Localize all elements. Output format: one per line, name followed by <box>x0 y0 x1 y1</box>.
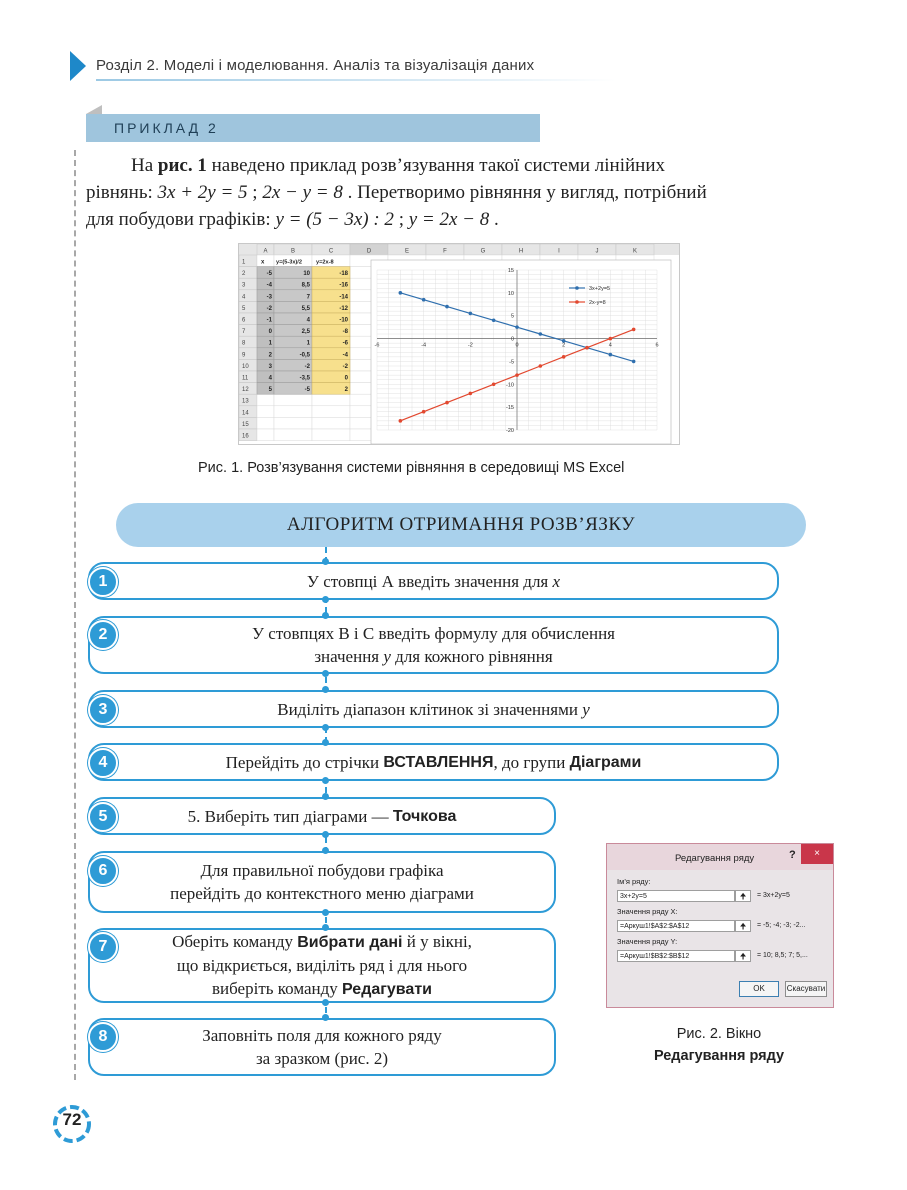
sheet-cell <box>274 406 312 418</box>
sheet-cell <box>274 417 312 429</box>
step-1: У стовпці А введіть значення для x <box>88 562 779 600</box>
step-number-6: 6 <box>88 856 118 886</box>
step-6: Для правильної побудови графіка перейдіть до контекстного меню діаграми <box>88 851 556 913</box>
b-value: 7 <box>306 294 310 301</box>
connector-dot <box>322 670 329 677</box>
example-paragraph <box>86 152 806 233</box>
column-header-label: K <box>632 248 638 255</box>
connector-dot <box>322 612 329 619</box>
column-header-label: B <box>290 248 296 255</box>
legend-label-1: 3x+2y=5 <box>589 286 611 292</box>
b-value: 2,5 <box>301 329 310 336</box>
equation-2: 2x − y = 8 <box>262 182 343 203</box>
column-header-label: H <box>518 248 524 255</box>
series-point-1 <box>562 339 566 343</box>
legend-marker-2 <box>575 300 579 304</box>
x-values-input[interactable]: =Аркуш1!$A$2:$A$12 <box>617 920 735 932</box>
connector-dot <box>322 1014 329 1021</box>
connector-dot <box>322 686 329 693</box>
series-point-1 <box>469 312 473 316</box>
series-point-1 <box>422 298 426 302</box>
chart-y-tick-label: -20 <box>506 428 514 434</box>
connector-dot <box>322 739 329 746</box>
chart-y-tick-label: 15 <box>507 268 514 274</box>
c-value: -14 <box>339 294 348 301</box>
figure-2-caption-line-2: Редагування ряду <box>653 1048 785 1064</box>
b-value: 5,5 <box>301 305 310 312</box>
chart-y-tick-label: -10 <box>506 382 514 389</box>
connector-dot <box>322 793 329 800</box>
cell-header-b: y=(5-3x)/2 <box>276 259 302 266</box>
connector-dot <box>322 924 329 931</box>
column-header-label: E <box>404 248 410 255</box>
row-number: 8 <box>242 340 246 347</box>
column-header-label: C <box>328 248 334 255</box>
series-point-1 <box>539 332 543 336</box>
chart-x-tick-label: 0 <box>515 342 519 349</box>
x-value: 0 <box>268 329 272 336</box>
collapse-range-icon[interactable]: 🠉 <box>735 890 751 902</box>
example-corner <box>86 105 102 114</box>
chart-y-tick-label: -5 <box>509 359 514 366</box>
x-value: -3 <box>266 294 272 301</box>
step-number-5: 5 <box>88 802 118 832</box>
b-value: 8,5 <box>301 282 310 289</box>
series-point-2 <box>562 355 566 359</box>
connector-dot <box>322 558 329 565</box>
sheet-cell <box>274 429 312 441</box>
c-value: -4 <box>342 352 348 359</box>
c-value: -10 <box>339 317 348 324</box>
sheet-cell <box>312 429 350 441</box>
example-label: ПРИКЛАД 2 <box>114 120 219 136</box>
connector-dot <box>322 909 329 916</box>
row-number: 11 <box>242 375 249 382</box>
series-point-1 <box>609 353 613 357</box>
row-number: 4 <box>242 294 246 301</box>
chart-y-tick-label: 10 <box>507 290 514 297</box>
x-values-label: Значення ряду X: <box>617 907 678 916</box>
series-point-2 <box>539 364 543 368</box>
x-value: -4 <box>266 282 272 289</box>
sheet-cell <box>312 406 350 418</box>
step-8: Заповніть поля для кожного ряду за зразком (рис. 2) <box>88 1018 556 1076</box>
series-point-1 <box>632 360 636 364</box>
c-value: 2 <box>344 387 348 394</box>
series-point-2 <box>492 382 496 386</box>
connector-dot <box>322 999 329 1006</box>
b-value: 10 <box>303 271 310 278</box>
section-title: Розділ 2. Моделі і моделювання. Аналіз та візуалізація даних <box>96 57 535 74</box>
step-4: Перейдіть до стрічки ВСТАВЛЕННЯ , до групи Діаграми <box>88 743 779 781</box>
dialog-title: Редагування ряду <box>675 853 755 864</box>
sheet-cell <box>257 255 274 267</box>
x-value: -1 <box>266 317 272 324</box>
column-header-label: D <box>366 248 372 255</box>
series-point-1 <box>515 325 519 329</box>
y-values-preview: = 10; 8,5; 7; 5,... <box>757 952 808 959</box>
step-2: У стовпцях В і С введіть формулу для обчислення значення y для кожного рівняння <box>88 616 779 674</box>
edit-series-dialog <box>606 843 834 1008</box>
step-3: Виділіть діапазон клітинок зі значеннями y <box>88 690 779 728</box>
equation-4: y = 2x − 8 <box>408 209 490 230</box>
series-name-label: Ім’я ряду: <box>617 877 651 886</box>
x-value: 1 <box>268 340 272 347</box>
series-point-2 <box>445 401 449 405</box>
row-number: 9 <box>242 352 246 359</box>
chart-x-tick-label: 4 <box>608 342 612 349</box>
margin-dashed-line <box>74 150 76 1080</box>
connector-dot <box>322 831 329 838</box>
chart-x-tick-label: -6 <box>374 342 380 349</box>
excel-figure <box>238 243 680 445</box>
c-value: -6 <box>342 340 348 347</box>
step-number-7: 7 <box>88 932 118 962</box>
cell-header-x: x <box>261 259 265 266</box>
page-number: 72 <box>62 1110 82 1129</box>
x-values-preview: = -5; -4; -3; -2... <box>757 922 806 929</box>
help-icon[interactable]: ? <box>789 849 796 861</box>
step-number-4: 4 <box>88 748 118 778</box>
c-value: -8 <box>342 329 348 336</box>
column-header-label: I <box>558 248 560 255</box>
legend-label-2: 2x-y=8 <box>589 300 606 306</box>
chart-y-tick-label: 0 <box>510 336 514 343</box>
column-header-label: F <box>443 248 447 255</box>
connector-dot <box>322 777 329 784</box>
column-header-label: G <box>480 248 486 255</box>
c-value: -12 <box>339 305 348 312</box>
step-7: Оберіть команду Вибрати дані й у вікні, що відкриється, виділіть ряд і для нього виберіть команду Редагувати <box>88 928 556 1003</box>
algorithm-title: АЛГОРИТМ ОТРИМАННЯ РОЗВ’ЯЗКУ <box>116 503 806 547</box>
column-header-label: J <box>595 248 599 255</box>
sheet-cell <box>312 394 350 406</box>
figure-1-caption: Рис. 1. Розв’язування системи рівняння в середовищі MS Excel <box>198 460 625 476</box>
row-number: 12 <box>242 387 249 394</box>
series-point-2 <box>399 419 403 423</box>
b-value: -2 <box>304 363 310 370</box>
connector-dot <box>322 724 329 731</box>
chart-x-tick-label: -4 <box>421 342 427 349</box>
x-value: 4 <box>268 375 272 382</box>
header-rule <box>96 79 616 81</box>
series-point-2 <box>422 410 426 414</box>
chart-x-tick-label: -2 <box>467 342 473 349</box>
series-point-1 <box>445 305 449 309</box>
row-number: 10 <box>242 363 249 370</box>
series-point-1 <box>399 291 403 295</box>
para-line-2: рівнянь: 3x + 2y = 5 ; 2x − y = 8 . Перетворимо рівняння у вигляд, потрібний <box>86 182 707 203</box>
ok-button[interactable]: OK <box>739 981 779 997</box>
chart-x-tick-label: 6 <box>655 342 659 349</box>
series-point-2 <box>515 373 519 377</box>
sheet-cell <box>312 417 350 429</box>
row-number: 5 <box>242 305 246 312</box>
chart-y-tick-label: 5 <box>510 313 514 320</box>
column-header-label: A <box>263 248 268 255</box>
x-value: 5 <box>268 387 272 394</box>
chart-y-tick-label: -15 <box>506 405 514 412</box>
para-line-1: На рис. 1 наведено приклад розв’язування такої системи лінійних <box>131 155 665 176</box>
x-value: 3 <box>268 363 272 370</box>
series-point-2 <box>609 337 613 341</box>
row-number: 6 <box>242 317 246 324</box>
row-number: 16 <box>242 433 249 440</box>
row-number: 1 <box>242 259 246 266</box>
header-marker-icon <box>70 51 86 81</box>
step-number-1: 1 <box>88 567 118 597</box>
sheet-cell <box>257 417 274 429</box>
series-point-1 <box>492 318 496 322</box>
sheet-cell <box>257 406 274 418</box>
connector-dot <box>322 596 329 603</box>
c-value: -18 <box>339 271 348 278</box>
row-number: 3 <box>242 282 246 289</box>
equation-1: 3x + 2y = 5 <box>157 182 248 203</box>
series-name-preview: = 3x+2y=5 <box>757 892 790 899</box>
cell-header-c: y=2x-8 <box>316 259 334 266</box>
collapse-range-icon[interactable]: 🠉 <box>735 920 751 932</box>
b-value: 1 <box>306 340 310 347</box>
b-value: -3,5 <box>299 375 310 382</box>
row-number: 7 <box>242 329 246 336</box>
row-number: 14 <box>242 410 249 417</box>
cancel-button[interactable]: Скасувати <box>785 981 827 997</box>
b-value: 4 <box>306 317 310 324</box>
series-name-input[interactable]: 3x+2y=5 <box>617 890 735 902</box>
x-value: -5 <box>266 271 272 278</box>
para-line-3: для побудови графіків: y = (5 − 3x) : 2 ; y = 2x − 8 . <box>86 209 499 230</box>
row-number: 15 <box>242 421 249 428</box>
step-number-8: 8 <box>88 1022 118 1052</box>
series-point-2 <box>632 328 636 332</box>
sheet-cell <box>257 429 274 441</box>
step-number-3: 3 <box>88 695 118 725</box>
x-value: -2 <box>266 305 272 312</box>
c-value: -16 <box>339 282 348 289</box>
figure-2-caption-line-1: Рис. 2. Вікно <box>676 1026 762 1042</box>
equation-3: y = (5 − 3x) : 2 <box>275 209 394 230</box>
collapse-range-icon[interactable]: 🠉 <box>735 950 751 962</box>
legend-marker-1 <box>575 286 579 290</box>
step-number-2: 2 <box>88 620 118 650</box>
row-number: 2 <box>242 271 246 278</box>
dialog-titlebar <box>607 844 833 870</box>
row-number: 13 <box>242 398 249 405</box>
close-button[interactable]: × <box>801 844 833 864</box>
series-point-2 <box>469 392 473 396</box>
y-values-input[interactable]: =Аркуш1!$B$2:$B$12 <box>617 950 735 962</box>
c-value: -2 <box>342 363 348 370</box>
excel-sheet-svg <box>239 244 679 444</box>
b-value: -5 <box>304 387 310 394</box>
sheet-cell <box>257 394 274 406</box>
x-value: 2 <box>268 352 272 359</box>
step-5: 5. Виберіть тип діаграми — Точкова <box>88 797 556 835</box>
connector-dot <box>322 847 329 854</box>
sheet-cell <box>274 394 312 406</box>
b-value: -0,5 <box>299 352 310 359</box>
c-value: 0 <box>344 375 348 382</box>
chart-x-tick-label: 2 <box>562 342 566 349</box>
y-values-label: Значення ряду Y: <box>617 937 678 946</box>
series-point-2 <box>585 346 589 350</box>
